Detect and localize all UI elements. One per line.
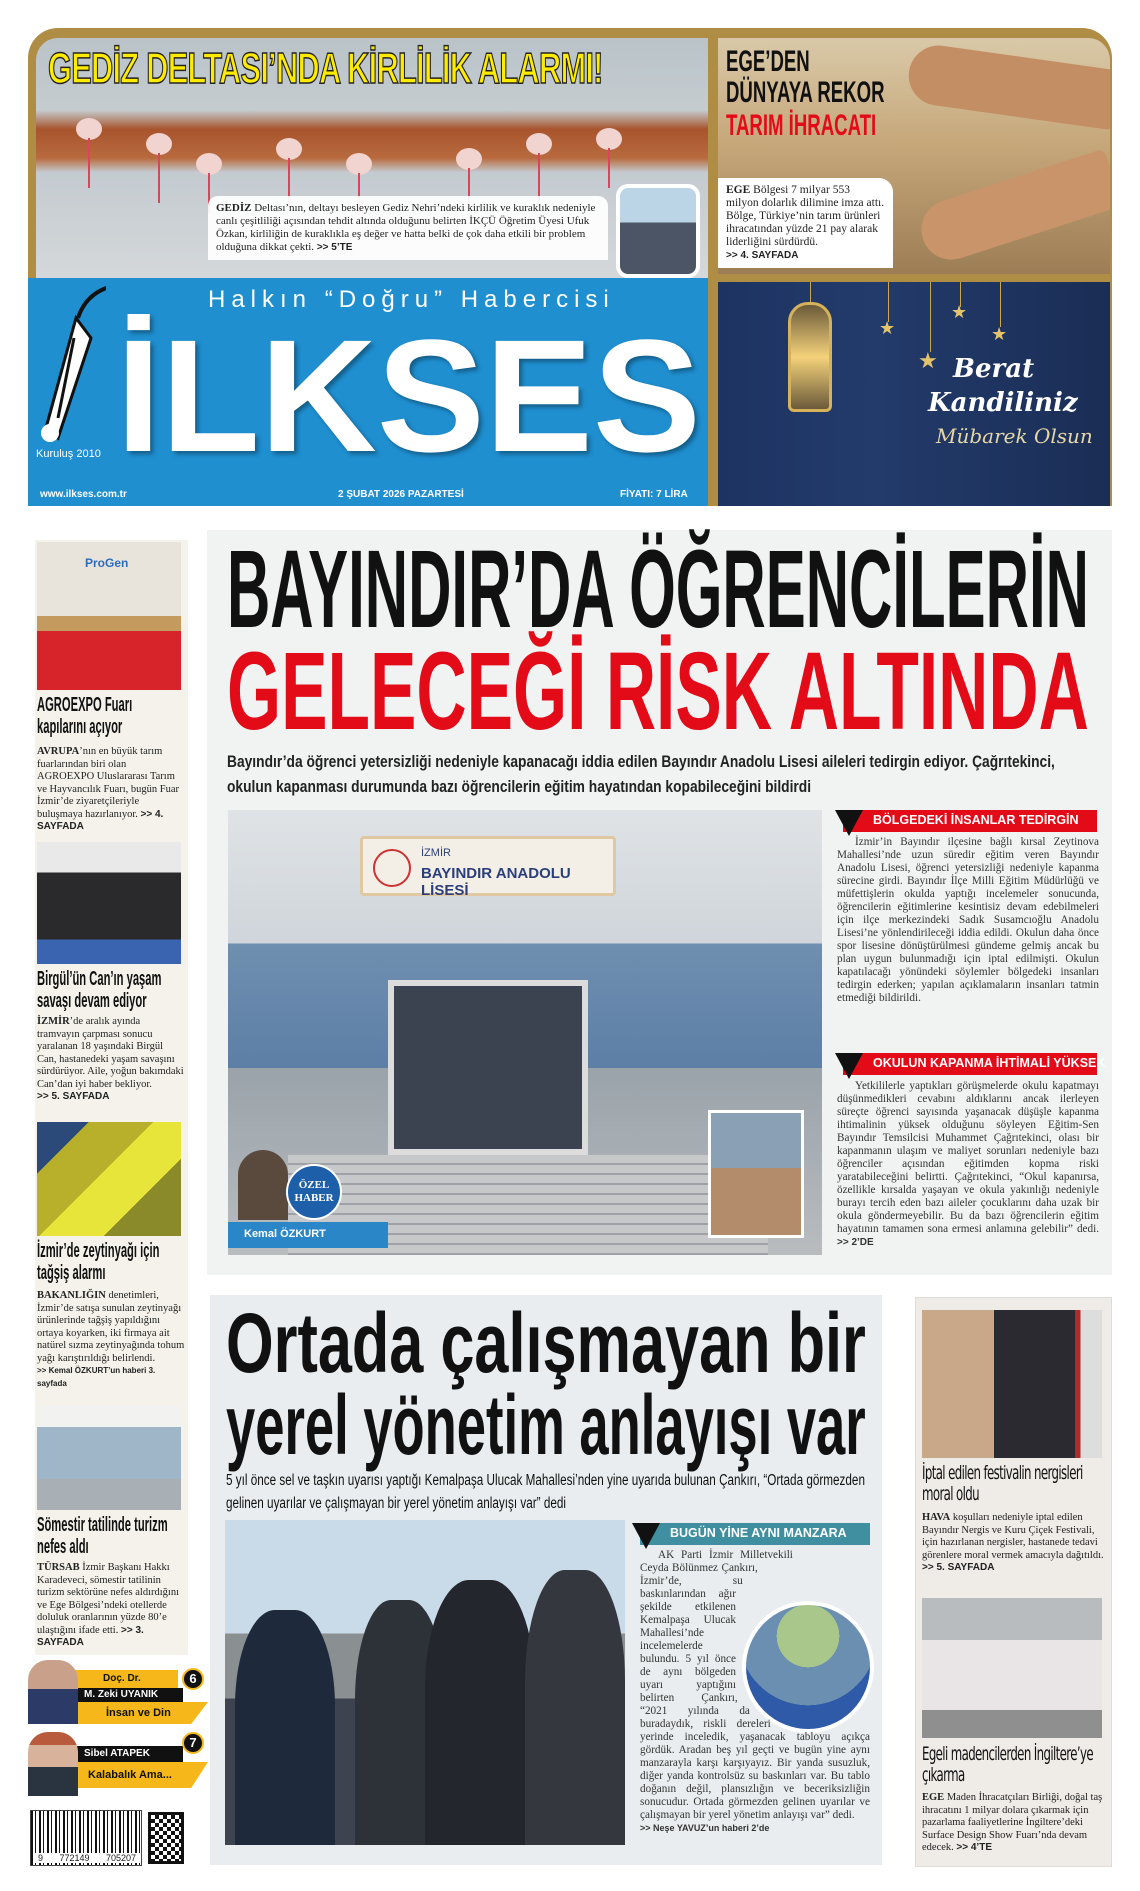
summary-text: ’nın en büyük tarım fuarlarından biri olan AGROEXPO Uluslararası Tarım ve Hayvancılık Fuarı, bugün Fuar İzmir’de ziyaretçileriyle buluşmaya hazırlanıyor. <box>37 746 180 820</box>
website-link[interactable]: www.ilkses.com.tr <box>40 489 127 500</box>
lead-word: AVRUPA <box>37 746 80 757</box>
sidebar-story-text <box>37 746 185 834</box>
lead-word: EGE <box>726 184 751 196</box>
price: FİYATI: 7 LİRA <box>620 489 688 500</box>
sidebar-story-text <box>37 1562 185 1650</box>
second-story[interactable] <box>210 1295 882 1865</box>
emblem-icon <box>373 849 411 887</box>
flamingo-summary <box>208 196 608 260</box>
second-headline-line1: Ortada çalışmayan bir <box>226 1296 866 1390</box>
ege-headline-red: TARIM İHRACATI <box>726 109 877 142</box>
logo[interactable]: İLKSES <box>116 306 701 485</box>
stand-sign: ProGen <box>85 556 129 570</box>
lantern-icon <box>788 302 832 412</box>
more-link[interactable]: >> Neşe YAVUZ’un haberi 2’de <box>640 1823 770 1833</box>
summary-text: denetimleri, İzmir’de satışa sunulan zeytinyağı ürünlerinde tağşiş yapıldığını ortaya koyarken, iki firmaya ait natürel sızma zeytinyağında tohum yağı karıştırıldığı belirlendi. <box>37 1290 185 1364</box>
columnists <box>28 1660 208 1800</box>
body-paragraph: Yetkililerle yaptıkları görüşmelerde okulu kapatmayı düşünmedikleri cevabını aldıklarını ancak ilerleyen süreçte öğrenci sayısında yaşanacak düşüşle kapanma ihtimalinin yüksek olduğunu söyleyen Eğitim-Sen Bayındır Temsilcisi Muhammet Çağrıtekinci, olası bir kapanmanın ulaşım ve maliyet sorunları nedeniyle bazı öğrenciler açısından eğitimden kopma riski yaratabileceğini belirtti. Çağrıtekinci, “Okul kapanırsa, özellikle kırsalda yaşayan ve okula yakınlığı nedeniyle burayı tercih eden bazı aileler çocuklarını daha uzak bir okula göndermeyebilir. Bu da bazı öğrencilerin eğitim hayatının tamamen sona ermesi anlamına gelebilir” dedi. <box>837 1080 1099 1235</box>
marble-bathtub-photo <box>922 1598 1102 1738</box>
issue-date: 2 ŞUBAT 2026 PAZARTESİ <box>338 489 464 500</box>
summary-text: İzmir Başkanı Hakkı Karadeveci, sömestir tatilinin turizm sektörüne nefes aldırdığını ve Ege Bölgesi’ndeki otellerde doluluk oranlarının yüzde 80’e ulaştığını ifade etti. <box>37 1562 180 1636</box>
olive-oil-photo <box>37 1122 181 1236</box>
summary-text: Deltası’nın, deltayı besleyen Gediz Nehri’ndeki kirlilik ve kuraklık nedeniyle canlı çeşitliliği açısından tehdit altında olduğunu belirten İKÇÜ Öğretim Üyesi Ufuk Özkan, kirliliğin de kuraklıkla eş değer ve hatta belki de çok daha etkili bir problem olduğuna dikkat çekti. <box>216 202 596 253</box>
inspection-photo <box>225 1520 625 1845</box>
hands-photo <box>905 42 1110 131</box>
barcode-prefix: 9 <box>38 1853 44 1863</box>
barcode-right: 705207 <box>105 1853 136 1863</box>
main-headline-line2: GELECEĞİ RİSK ALTINDA <box>227 630 1089 753</box>
interviewee-photo <box>708 1110 804 1238</box>
more-link[interactable]: >> 5. SAYFADA <box>922 1562 995 1573</box>
triangle-icon <box>835 810 863 836</box>
left-sidebar <box>35 540 188 1655</box>
main-deck: Bayındır’da öğrenci yetersizliği nedeniyle kapanacağı iddia edilen Bayındır Anadolu Lisesi aileleri tedirgin ediyor. Çağrıtekinci, okulun kapanması durumunda bazı öğrencilerin eğitim hayatından kopabileceğini bildirdi <box>227 753 1055 796</box>
right-story-headline[interactable] <box>922 1463 1140 1505</box>
columnist-name: Sibel ATAPEK <box>84 1748 150 1759</box>
lead-word: EGE <box>922 1792 945 1803</box>
pamukkale-photo <box>37 1406 181 1510</box>
summary-text: koşulları nedeniyle iptal edilen Bayındır Nergis ve Kuru Çiçek Festivali, için hazırlanan nergisler, hastanede tedavi görenlere moral vermek amacıyla dağıtıldı. <box>922 1512 1104 1561</box>
founded-year: Kuruluş 2010 <box>36 448 101 460</box>
more-link[interactable]: >> 3. SAYFADA <box>37 1624 144 1648</box>
sidebar-story-text <box>37 1016 185 1104</box>
section-header <box>843 1053 1106 1075</box>
main-headline-line1: BAYINDIR’DA ÖĞRENCİLERİN <box>227 528 1089 651</box>
main-story[interactable] <box>207 530 1112 1275</box>
star-icon: ★ <box>918 348 938 373</box>
headline-text: İzmir’de zeytinyağı için tağşiş alarmı <box>37 1240 160 1284</box>
right-column <box>915 1297 1112 1867</box>
school-door <box>388 980 588 1155</box>
right-story-text <box>922 1512 1104 1575</box>
headline-text: Birgül’ün Can’ın yaşam savaşı devam ediyor <box>37 968 162 1012</box>
page-number: 6 <box>182 1668 204 1690</box>
ege-headline <box>726 46 885 108</box>
sign-school: BAYINDIR ANADOLU LİSESİ <box>421 865 571 899</box>
star-icon: ★ <box>991 324 1008 344</box>
summary-text: ’de aralık ayında tramvayın çarpması sonucu yaralanan 18 yaşındaki Birgül Can, hastanedeki yaşam savaşını sürdürüyor. Aile, yoğun bakımdaki Can’dan iyi haber bekliyor. <box>37 1016 184 1090</box>
lead-word: İZMİR <box>37 1016 70 1027</box>
right-story-headline[interactable] <box>922 1744 1140 1786</box>
berat-line2: Kandiliniz <box>928 388 1078 418</box>
more-link[interactable]: >> 5’TE <box>316 242 353 253</box>
body-paragraph: İzmir’in Bayındır ilçesine bağlı kırsal Zeytinova Mahallesi’nde uzun süredir eğitim veren Bayındır Anadolu Lisesi, öğrenci yetersizliği nedeniyle kapanma sürecine girdi. Bayındır İlçe Milli Eğitim Müdürlüğü ve müfettişlerin okulda yaptığı incelemeler sonucunda, öğrencilerin eğitimlerine kesintisiz devam edebilmeleri için ilçe merkezindeki Sadık Susamcıoğlu Anadolu Lisesi’ne yönlendirileceği iddia edildi. Okulun daha önce spor lisesine dönüştürülmesi gündeme gelmiş ancak bu plan uygun bulunmadığı için iptal edilmişti. Okulun kapatılacağı yönündeki söylemler bölgedeki insanları tedirgin ederken; yapılan açıklamaların insanları tatmin etmediği bildirildi. <box>837 836 1099 1004</box>
headline-line: EGE’DEN <box>726 45 810 78</box>
narcissus-photo <box>922 1310 1102 1458</box>
column-title: İnsan ve Din <box>106 1707 171 1719</box>
fountain-pen-icon <box>36 278 106 448</box>
slogan: Halkın “Doğru” Habercisi <box>208 286 615 313</box>
section-title: OKULUN KAPANMA İHTİMALİ YÜKSEK <box>873 1056 1106 1070</box>
headline-text: Sömestir tatilinde turizm nefes aldı <box>37 1514 168 1558</box>
columnist-item[interactable] <box>28 1732 208 1798</box>
more-link[interactable]: >> 4’TE <box>956 1842 992 1853</box>
masthead-info-bar <box>28 486 708 506</box>
exclusive-badge: ÖZEL HABER <box>286 1164 342 1220</box>
ege-summary <box>718 178 893 268</box>
second-headline-line2: yerel yönetim anlayışı var <box>226 1378 866 1472</box>
section-title: BÖLGEDEKİ İNSANLAR TEDİRGİN <box>873 813 1079 827</box>
section-title: BUGÜN YİNE AYNI MANZARA <box>670 1526 847 1540</box>
star-icon: ★ <box>951 302 968 322</box>
more-link[interactable]: >> 4. SAYFADA <box>726 250 799 261</box>
lead-word: HAVA <box>922 1512 951 1523</box>
star-icon: ★ <box>879 318 896 338</box>
right-story-text <box>922 1792 1104 1855</box>
more-link[interactable]: >> 4. SAYFADA <box>37 808 164 832</box>
berat-kandili-banner <box>718 282 1110 506</box>
sidebar-story-text <box>37 1290 185 1390</box>
triangle-icon <box>835 1053 863 1079</box>
flamingo-story[interactable] <box>36 38 708 278</box>
flamingo-headline: GEDİZ DELTASI’NDA KİRLİLİK ALARMI! <box>48 44 603 93</box>
section-header <box>640 1523 870 1545</box>
headline-line: DÜNYAYA REKOR <box>726 76 885 109</box>
academic-photo <box>616 184 700 278</box>
section-header <box>843 810 1097 832</box>
reporter-photo <box>238 1150 288 1220</box>
lead-word: BAKANLIĞIN <box>37 1290 106 1301</box>
body-paragraph: AK Parti İzmir Milletvekili Ceyda Bölünmez Çankırı, İzmir’de, su baskınlarından ağır şekilde etkilenen Kemalpaşa Ulucak Mahallesi’nde incelemelerde bulundu. 5 yıl önce de aynı bölgeden uyarı yaptığını belirten Çankırı, “2021 yılında da buradaydık, riskli dereleri yerinde inceledik, yaşanacak tabloyu açıkça gördük. Aradan beş yıl geçti ve bugün yine aynı manzarayla karşı karşıyayız. Bir yanda susuzluk, diğer yanda kontrolsüz su baskınları var. Bu tablo doğanın değil, plansızlığın ve beceriksizliğin sonucudur. Ortada görmezden gelinen uyarılar ve çalışmayan bir yerel yönetim anlayışı var” dedi. <box>640 1549 870 1821</box>
triangle-icon <box>632 1523 660 1549</box>
crowd-photo <box>742 1601 874 1733</box>
hands-photo <box>914 149 1110 268</box>
second-deck: 5 yıl önce sel ve taşkın uyarısı yaptığı Kemalpaşa Ulucak Mahallesi’nden yine uyarıda bulunan Çankırı, “Ortada görmezden gelinen uyarılar ve çalışmayan bir yerel yönetim anlayışı var” dedi <box>226 1472 865 1512</box>
column-title: Kalabalık Ama... <box>88 1769 172 1781</box>
section-body <box>640 1549 870 1849</box>
section-body <box>837 1080 1099 1249</box>
columnist-photo <box>28 1732 78 1796</box>
more-link[interactable]: >> 2’DE <box>837 1237 874 1248</box>
reporter-name: Kemal ÖZKURT <box>228 1222 388 1248</box>
more-link[interactable]: >> 5. SAYFADA <box>37 1091 110 1102</box>
masthead <box>28 278 708 506</box>
agroexpo-photo <box>37 542 181 690</box>
summary-text: Maden İhracatçıları Birliği, doğal taş ihracatını 1 milyar dolara çıkarmak için pazarlama faaliyetlerine İngiltere’deki Surface Design Show Fuarı’nda devam edecek. <box>922 1792 1103 1853</box>
section-body <box>837 836 1099 1005</box>
headline-text: AGROEXPO Fuarı kapılarını açıyor <box>37 694 133 738</box>
more-link[interactable]: >> Kemal ÖZKURT’un haberi 3. sayfada <box>37 1366 156 1388</box>
ege-story[interactable] <box>718 38 1110 274</box>
lead-word: GEDİZ <box>216 202 252 214</box>
lead-word: TÜRSAB <box>37 1562 80 1573</box>
family-photo <box>37 842 181 964</box>
page-number: 7 <box>182 1732 204 1754</box>
barcode-left: 772149 <box>59 1853 90 1863</box>
summary-text: Bölgesi 7 milyar 553 milyon dolarlık dilimine imza attı. Bölge, Türkiye’nin tarım ürünleri ihracatından yüzde 21 pay alarak liderliğini sürdürdü. <box>726 184 885 248</box>
sign-city: İZMİR <box>421 847 451 859</box>
headline-text: Egeli madencilerden İngiltere’ye çıkarma <box>922 1743 1093 1786</box>
barcode-numbers <box>34 1853 140 1863</box>
qr-code[interactable] <box>148 1812 184 1864</box>
berat-line1: Berat <box>953 354 1035 384</box>
school-sign <box>360 836 616 899</box>
columnist-photo <box>28 1660 78 1724</box>
columnist-item[interactable] <box>28 1660 208 1726</box>
columnist-name: M. Zeki UYANIK <box>84 1689 159 1700</box>
headline-text: İptal edilen festivalin nergisleri moral oldu <box>922 1462 1083 1505</box>
columnist-title: Doç. Dr. <box>103 1673 141 1684</box>
school-photo <box>228 810 822 1255</box>
berat-line3: Mübarek Olsun <box>936 424 1093 448</box>
